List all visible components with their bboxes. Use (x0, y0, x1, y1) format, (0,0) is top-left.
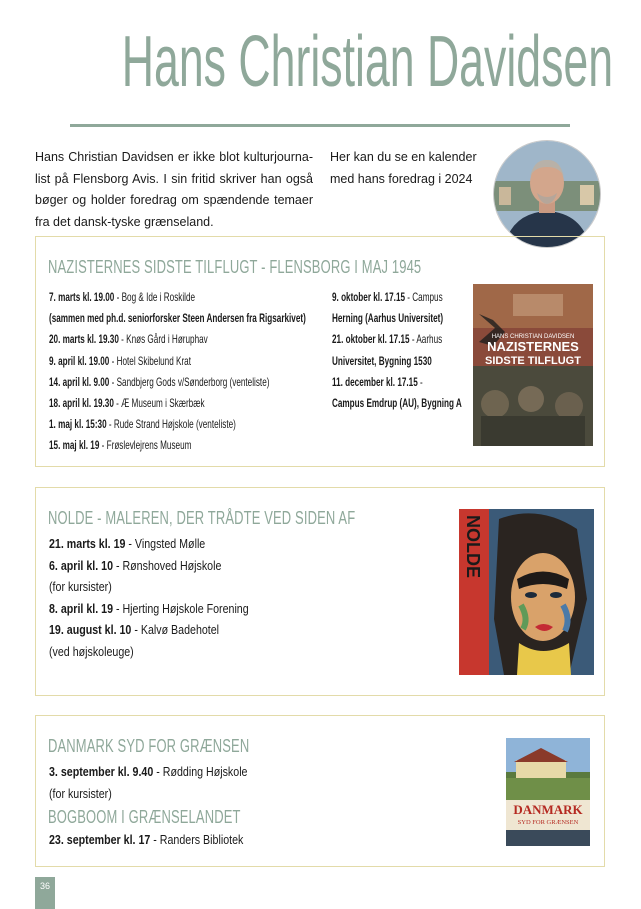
event-row: (for kursister) (49, 579, 112, 594)
event-row: (for kursister) (49, 785, 112, 801)
section-danmark (35, 715, 605, 867)
event-row: 11. december kl. 17.15 - (332, 374, 423, 389)
event-list-2 (49, 829, 286, 851)
book-cover-nazisternes (473, 284, 593, 446)
event-row: 21. oktober kl. 17.15 - Aarhus (332, 332, 443, 347)
cover-title-1: DANMARK (513, 802, 583, 817)
event-row: Universitet, Bygning 1530 (332, 353, 432, 368)
section-title: DANMARK SYD FOR GRÆNSEN (48, 736, 250, 756)
event-row: 19. august kl. 10 - Kalvø Badehotel (49, 622, 220, 637)
section-title: NOLDE - MALEREN, DER TRÅDTE VED SIDEN AF (48, 508, 356, 528)
event-row: 1. maj kl. 15:30 - Rude Strand Højskole (venteliste) (49, 417, 236, 432)
event-row: 8. april kl. 19 - Hjerting Højskole Forening (49, 600, 249, 616)
section-title: NAZISTERNES SIDSTE TILFLUGT - FLENSBORG I MAJ 1945 (48, 257, 422, 277)
event-row: 7. marts kl. 19.00 - Bog & Ide i Roskilde (49, 290, 196, 304)
event-row: Campus Emdrup (AU), Bygning A (332, 396, 462, 411)
page-title: Hans Christian Davidsen (121, 22, 614, 102)
event-list (49, 533, 293, 662)
page-number: 36 (35, 877, 55, 909)
event-row: 21. marts kl. 19 - Vingsted Mølle (49, 536, 206, 551)
event-row: 20. marts kl. 19.30 - Knøs Gård i Høruphav (49, 332, 208, 347)
event-row: 14. april kl. 9.00 - Sandbjerg Gods v/Sønderborg (venteliste) (49, 374, 270, 389)
intro-text: Hans Christian Davidsen er ikke blot kulturjourna-list på Flensborg Avis. I sin fritid skriver han også bøger og holder foredrag om spændende temaer fra det dansk-tyske grænseland. (35, 150, 313, 229)
cover-title-2: SYD FOR GRÆNSEN (517, 819, 579, 826)
event-row: 9. april kl. 19.00 - Hotel Skibelund Krat (49, 353, 191, 368)
book-cover-danmark (506, 738, 590, 846)
calendar-intro: Her kan du se en kalender med hans foredrag i 2024 (330, 150, 477, 186)
book-cover-nolde (459, 509, 594, 675)
event-row: Herning (Aarhus Universitet) (332, 311, 444, 326)
section-subtitle: BOGBOOM I GRÆNSELANDET (48, 807, 241, 827)
title-rule (70, 124, 570, 127)
event-row: 23. september kl. 17 - Randers Bibliotek (49, 832, 244, 847)
event-row: 18. april kl. 19.30 - Æ Museum i Skærbæk (49, 396, 205, 411)
event-row: 6. april kl. 10 - Rønshoved Højskole (49, 557, 222, 573)
event-row: (sammen med ph.d. seniorforsker Steen Andersen fra Rigsarkivet) (49, 311, 306, 326)
section-nolde (35, 487, 605, 696)
author-portrait (493, 140, 601, 248)
cover-author: HANS CHRISTIAN DAVIDSEN (491, 334, 575, 340)
section-nazisternes (35, 236, 605, 467)
event-row: 15. maj kl. 19 - Frøslevlejrens Museum (49, 438, 192, 453)
event-list (49, 761, 291, 804)
cover-title: NOLDE (463, 515, 483, 578)
event-row: (ved højskoleuge) (49, 643, 134, 659)
event-row: 9. oktober kl. 17.15 - Campus (332, 290, 443, 304)
event-row: 3. september kl. 9.40 - Rødding Højskole (49, 764, 248, 779)
cover-title-1: NAZISTERNES (487, 339, 579, 354)
cover-title-2: SIDSTE TILFLUGT (485, 355, 581, 367)
